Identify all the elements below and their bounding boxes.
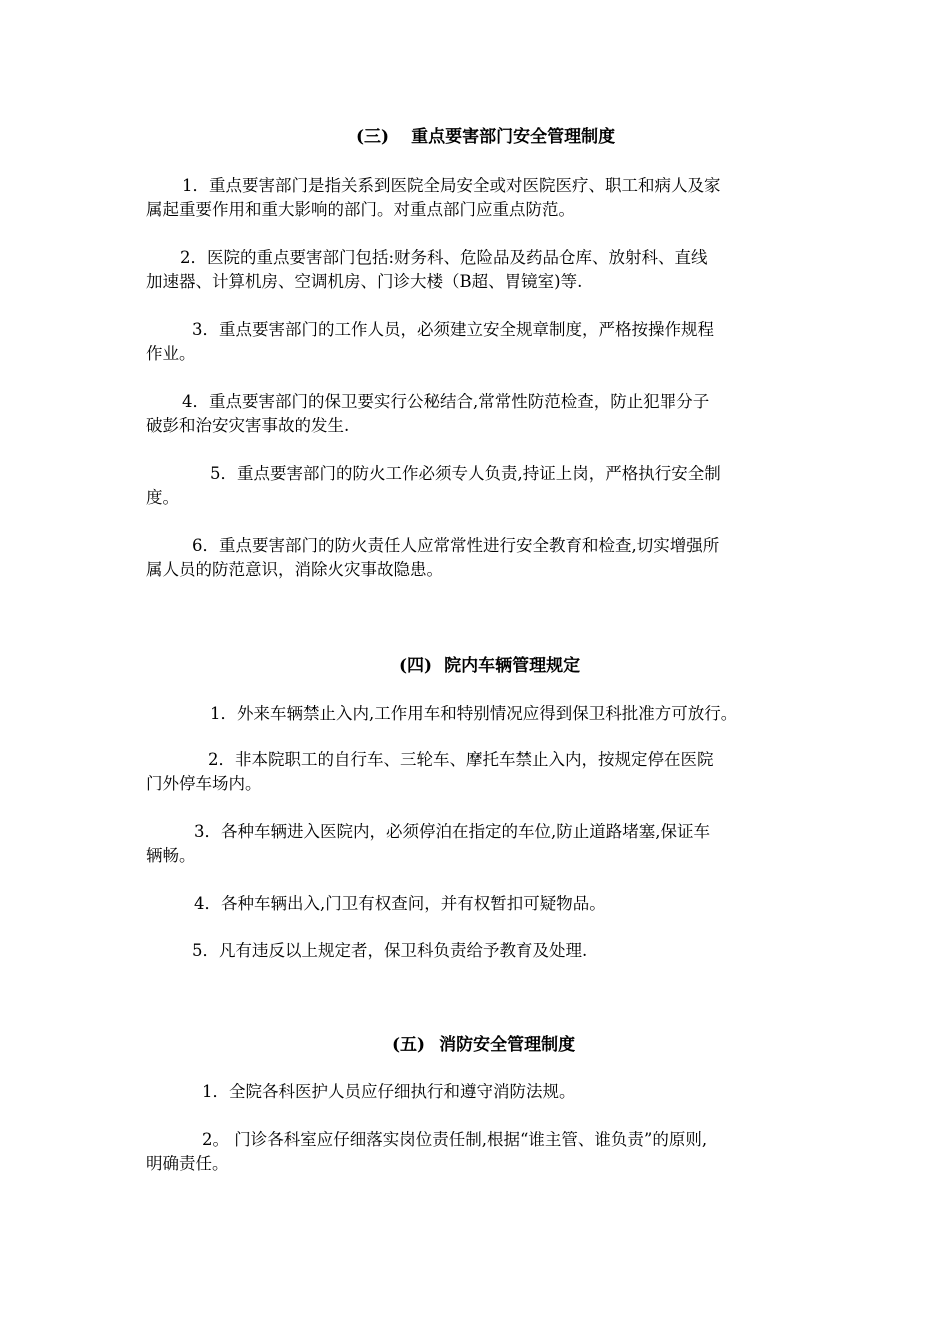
paragraph-line: 辆畅。 [146, 846, 196, 865]
section-heading [392, 1033, 575, 1057]
paragraph [146, 318, 806, 366]
paragraph [146, 702, 806, 726]
paragraph-line: 5．重点要害部门的防火工作必须专人负责,持证上岗，严格执行安全制 [210, 464, 721, 483]
paragraph-line: 3．各种车辆进入医院内，必须停泊在指定的车位,防止道路堵塞,保证车 [194, 822, 710, 841]
paragraph [146, 534, 806, 582]
paragraph-line: 属人员的防范意识，消除火灾事故隐患。 [146, 560, 443, 579]
paragraph-line: 4．重点要害部门的保卫要实行公秘结合,常常性防范检查，防止犯罪分子 [182, 392, 710, 411]
paragraph-line: 2．医院的重点要害部门包括:财务科、危险品及药品仓库、放射科、直线 [180, 248, 708, 267]
paragraph-line: 1．重点要害部门是指关系到医院全局安全或对医院医疗、职工和病人及家 [182, 176, 721, 195]
paragraph-line: 度。 [146, 488, 179, 507]
paragraph-line: 加速器、计算机房、空调机房、门诊大楼（B超、胃镜室)等. [146, 272, 583, 291]
paragraph-line: 4．各种车辆出入,门卫有权查问，并有权暂扣可疑物品。 [194, 894, 606, 913]
paragraph-line: 5．凡有违反以上规定者，保卫科负责给予教育及处理. [192, 941, 588, 960]
paragraph [146, 748, 806, 796]
paragraph-line: 破彭和治安灾害事故的发生. [146, 416, 350, 435]
paragraph [146, 1128, 806, 1176]
paragraph-line: 门外停车场内。 [146, 774, 262, 793]
paragraph [146, 246, 806, 294]
paragraph-line: 明确责任。 [146, 1154, 229, 1173]
section-number: (五) [392, 1035, 426, 1055]
paragraph [146, 939, 806, 963]
paragraph-line: 6．重点要害部门的防火责任人应常常性进行安全教育和检查,切实增强所 [192, 536, 720, 555]
section-title: 消防安全管理制度 [439, 1035, 576, 1055]
section-heading [356, 125, 615, 149]
paragraph [146, 1080, 806, 1104]
paragraph-line: 2．非本院职工的自行车、三轮车、摩托车禁止入内，按规定停在医院 [208, 750, 714, 769]
paragraph [146, 174, 806, 222]
paragraph-line: 2。 门诊各科室应仔细落实岗位责任制,根据“谁主管、谁负责”的原则, [202, 1130, 708, 1149]
paragraph-line: 属起重要作用和重大影响的部门。对重点部门应重点防范。 [146, 200, 575, 219]
paragraph [146, 390, 806, 438]
paragraph [146, 462, 806, 510]
paragraph-line: 3．重点要害部门的工作人员，必须建立安全规章制度，严格按操作规程 [192, 320, 714, 339]
section-heading [399, 654, 580, 678]
section-title: 重点要害部门安全管理制度 [411, 127, 616, 147]
paragraph [146, 820, 806, 868]
paragraph-line: 作业。 [146, 344, 196, 363]
paragraph-line: 1．外来车辆禁止入内,工作用车和特别情况应得到保卫科批准方可放行。 [210, 704, 738, 723]
paragraph [146, 892, 806, 916]
section-number: (三) [356, 127, 390, 147]
paragraph-line: 1．全院各科医护人员应仔细执行和遵守消防法规。 [202, 1082, 576, 1101]
section-title: 院内车辆管理规定 [444, 656, 581, 676]
section-number: (四) [399, 656, 433, 676]
